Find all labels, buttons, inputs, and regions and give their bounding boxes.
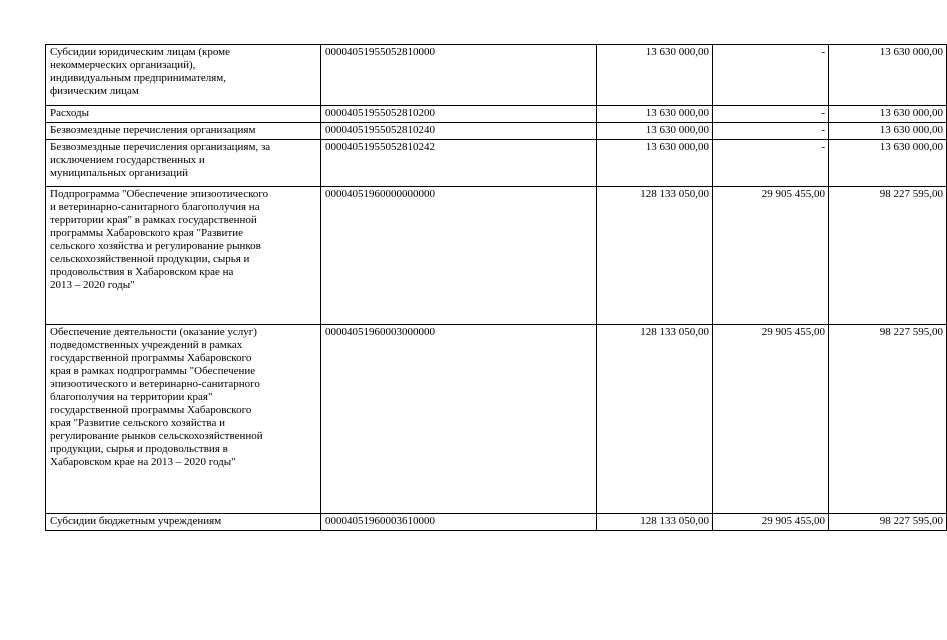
row-plan-cell: 13 630 000,00 bbox=[597, 123, 713, 140]
row-remaining-cell: 13 630 000,00 bbox=[829, 45, 947, 106]
row-plan-cell: 13 630 000,00 bbox=[597, 140, 713, 187]
row-code-cell: 00004051955052810200 bbox=[321, 106, 597, 123]
budget-execution-table bbox=[45, 44, 947, 531]
row-name-cell: Подпрограмма "Обеспечение эпизоотического и ветеринарно-санитарного благополучия на территории края" в рамках государственной программы Хабаровского края "Развитие сельского хозяйства и регулирование рынков сельскохозяйственной продукции, сырья и продовольствия в Хабаровском крае на 2013 – 2020 годы" bbox=[46, 187, 321, 325]
row-remaining-cell: 13 630 000,00 bbox=[829, 123, 947, 140]
row-executed-cell: 29 905 455,00 bbox=[713, 514, 829, 531]
row-executed-cell: - bbox=[713, 123, 829, 140]
row-code-cell: 00004051960003000000 bbox=[321, 325, 597, 514]
row-plan-cell: 128 133 050,00 bbox=[597, 325, 713, 514]
row-name-cell: Обеспечение деятельности (оказание услуг) подведомственных учреждений в рамках государственной программы Хабаровского края в рамках подпрограммы "Обеспечение эпизоотического и ветеринарно-санитарного благополучия на территории края" государственной программы Хабаровского края "Развитие сельского хозяйства и регулирование рынков сельскохозяйственной продукции, сырья и продовольствия в Хабаровском крае на 2013 – 2020 годы" bbox=[46, 325, 321, 514]
row-executed-cell: 29 905 455,00 bbox=[713, 325, 829, 514]
table-row bbox=[46, 187, 947, 325]
row-remaining-cell: 98 227 595,00 bbox=[829, 514, 947, 531]
row-executed-cell: 29 905 455,00 bbox=[713, 187, 829, 325]
row-plan-cell: 128 133 050,00 bbox=[597, 187, 713, 325]
row-code-cell: 00004051955052810240 bbox=[321, 123, 597, 140]
row-code-cell: 00004051960000000000 bbox=[321, 187, 597, 325]
row-remaining-cell: 98 227 595,00 bbox=[829, 325, 947, 514]
table-row bbox=[46, 123, 947, 140]
row-plan-cell: 13 630 000,00 bbox=[597, 45, 713, 106]
row-name-cell: Безвозмездные перечисления организациям bbox=[46, 123, 321, 140]
table-row bbox=[46, 45, 947, 106]
row-plan-cell: 13 630 000,00 bbox=[597, 106, 713, 123]
table-row bbox=[46, 325, 947, 514]
row-name-cell: Субсидии юридическим лицам (кроме некоммерческих организаций), индивидуальным предпринимателям, физическим лицам bbox=[46, 45, 321, 106]
table-row bbox=[46, 106, 947, 123]
row-code-cell: 00004051955052810242 bbox=[321, 140, 597, 187]
row-remaining-cell: 98 227 595,00 bbox=[829, 187, 947, 325]
row-name-cell: Безвозмездные перечисления организациям, за исключением государственных и муниципальных организаций bbox=[46, 140, 321, 187]
row-name-cell: Расходы bbox=[46, 106, 321, 123]
row-executed-cell: - bbox=[713, 140, 829, 187]
row-name-cell: Субсидии бюджетным учреждениям bbox=[46, 514, 321, 531]
row-executed-cell: - bbox=[713, 106, 829, 123]
table-row bbox=[46, 140, 947, 187]
row-remaining-cell: 13 630 000,00 bbox=[829, 106, 947, 123]
row-remaining-cell: 13 630 000,00 bbox=[829, 140, 947, 187]
row-executed-cell: - bbox=[713, 45, 829, 106]
row-plan-cell: 128 133 050,00 bbox=[597, 514, 713, 531]
table-row bbox=[46, 514, 947, 531]
row-code-cell: 00004051955052810000 bbox=[321, 45, 597, 106]
row-code-cell: 00004051960003610000 bbox=[321, 514, 597, 531]
